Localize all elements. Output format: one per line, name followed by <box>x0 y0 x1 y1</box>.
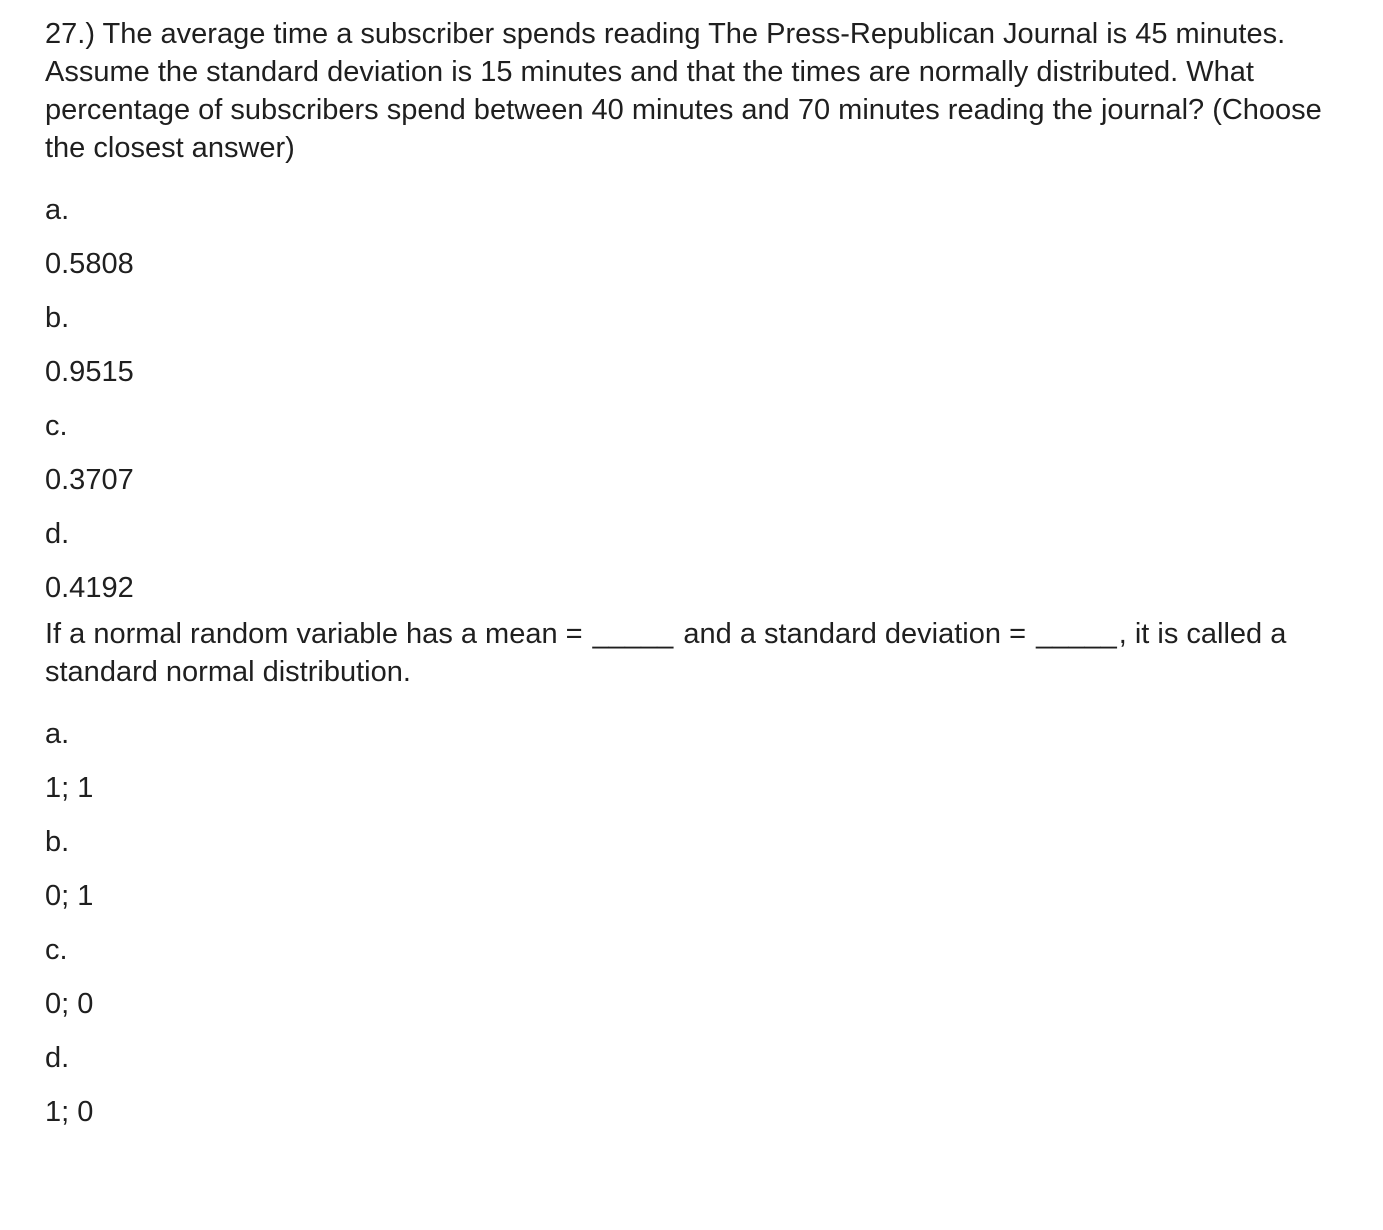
equals-sign-1: = <box>557 618 591 650</box>
question-27-options <box>45 183 1345 615</box>
question-standard-normal-stem <box>45 615 1345 691</box>
std-dev-blank: _____ <box>1036 618 1117 650</box>
question-standard-normal <box>45 615 1345 1139</box>
option-a-letter[interactable]: a. <box>45 194 70 226</box>
option-b-letter[interactable]: b. <box>45 826 70 858</box>
option-c-value[interactable]: 0.3707 <box>45 464 134 496</box>
option-c-letter[interactable]: c. <box>45 410 68 442</box>
question-27 <box>45 15 1345 615</box>
equals-sign-2: = <box>1009 618 1035 650</box>
option-b-value[interactable]: 0; 1 <box>45 880 94 912</box>
option-d-letter[interactable]: d. <box>45 1042 70 1074</box>
mean-blank: _____ <box>592 618 674 650</box>
question-standard-normal-options <box>45 707 1345 1139</box>
option-d-value[interactable]: 0.4192 <box>45 572 134 604</box>
option-c-value[interactable]: 0; 0 <box>45 988 94 1020</box>
question-27-stem: 27.) The average time a subscriber spends reading The Press-Republican Journal is 45 minutes. Assume the standard deviation is 15 minutes and that the times are normally distributed. What percentage of subscribers spend between 40 minutes and 70 minutes reading the journal? (Choose the closest answer) <box>45 18 1322 164</box>
option-a-value[interactable]: 1; 1 <box>45 772 94 804</box>
option-d-letter[interactable]: d. <box>45 518 70 550</box>
stem-part-3: , it is called a standard normal distribution. <box>45 618 1287 688</box>
stem-part-1: If a normal random variable has a mean <box>45 618 558 650</box>
option-a-letter[interactable]: a. <box>45 718 70 750</box>
option-b-value[interactable]: 0.9515 <box>45 356 134 388</box>
option-c-letter[interactable]: c. <box>45 934 68 966</box>
option-a-value[interactable]: 0.5808 <box>45 248 134 280</box>
option-d-value[interactable]: 1; 0 <box>45 1096 94 1128</box>
option-b-letter[interactable]: b. <box>45 302 70 334</box>
stem-part-2: and a standard deviation <box>675 618 1010 650</box>
